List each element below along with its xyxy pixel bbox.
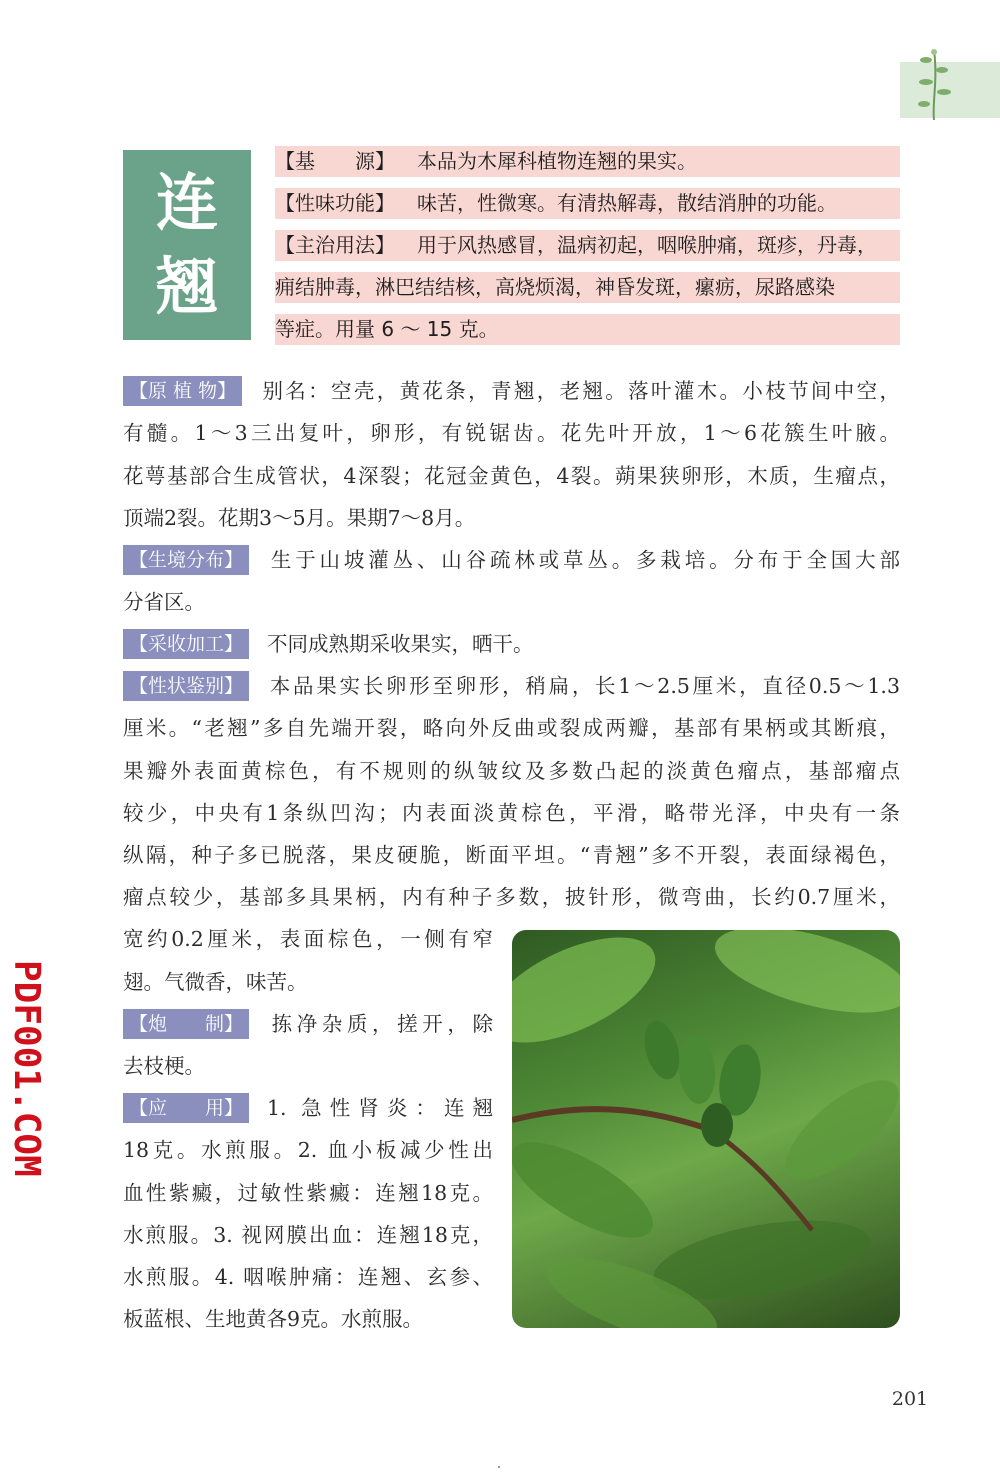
summary-tag: 【基 源】	[275, 149, 395, 173]
summary-text: 用于风热感冒，温病初起，咽喉肿痛，斑疹，丹毒，	[417, 233, 877, 257]
usage-line-6: 板蓝根、生地黄各9克。水煎服。	[123, 1307, 424, 1331]
usage-line-2: 18克。水煎服。2. 血小板减少性出	[123, 1138, 493, 1162]
photo-illustration	[512, 930, 900, 1328]
section-tag-processing: 【炮 制】	[123, 1009, 249, 1039]
summary-usage-cont: 痈结肿毒，淋巴结结核，高烧烦渴，神昏发斑，瘰疬，尿路感染	[275, 272, 900, 303]
summary-usage	[275, 230, 900, 261]
summary-properties	[275, 188, 900, 219]
page-number: 201	[891, 1388, 929, 1410]
identification-line-4: 较少，中央有1条纵凹沟；内表面淡黄棕色，平滑，略带光泽，中央有一条	[123, 801, 900, 825]
identification-line-3: 果瓣外表面黄棕色，有不规则的纵皱纹及多数凸起的淡黄色瘤点，基部瘤点	[123, 759, 900, 783]
summary-dosage: 等症。用量 6 ～ 15 克。	[275, 314, 900, 345]
usage-line-1: 【应 用】 1. 急性肾炎：连翘	[123, 1087, 493, 1129]
identification-line-5: 纵隔，种子多已脱落，果皮硬脆，断面平坦。“青翘”多不开裂，表面绿褐色，	[123, 843, 900, 867]
origin-line-4: 顶端2裂。花期3～5月。果期7～8月。	[123, 506, 476, 530]
processing-line-2: 去枝梗。	[123, 1054, 205, 1078]
origin-line-2: 有髓。1～3三出复叶，卵形，有锐锯齿。花先叶开放，1～6花簇生叶腋。	[123, 421, 900, 445]
usage-line-3: 血性紫癜，过敏性紫癜：连翘18克。	[123, 1181, 493, 1205]
section-tag-origin: 【原 植 物】	[123, 376, 242, 406]
forsythia-fruit-photo	[512, 930, 900, 1328]
origin-line-3: 花萼基部合生成管状，4深裂；花冠金黄色，4裂。蒴果狭卵形，木质，生瘤点，	[123, 464, 900, 488]
identification-line-1: 【性状鉴别】 本品果实长卵形至卵形，稍扁，长1～2.5厘米，直径0.5～1.3	[123, 665, 900, 707]
habitat-line-1: 【生境分布】 生于山坡灌丛、山谷疏林或草丛。多栽培。分布于全国大部	[123, 539, 900, 581]
corner-decoration	[900, 62, 1000, 118]
title-block	[123, 150, 251, 340]
identification-line-6: 瘤点较少，基部多具果柄，内有种子多数，披针形，微弯曲，长约0.7厘米，	[123, 885, 900, 909]
section-tag-identification: 【性状鉴别】	[123, 671, 249, 701]
usage-line-5: 水煎服。4. 咽喉肿痛：连翘、玄参、	[123, 1265, 493, 1289]
section-tag-habitat: 【生境分布】	[123, 545, 249, 575]
bottom-dot	[498, 1466, 500, 1468]
summary-text: 本品为木犀科植物连翘的果实。	[417, 149, 697, 173]
harvest-line-1: 【采收加工】 不同成熟期采收果实，晒干。	[123, 623, 900, 665]
title-char-1: 连	[155, 166, 218, 239]
processing-line-1: 【炮 制】 拣净杂质，搓开，除	[123, 1003, 493, 1045]
summary-text: 味苦，性微寒。有清热解毒，散结消肿的功能。	[417, 191, 837, 215]
watermark-text: PDF001.COM	[6, 960, 47, 1177]
identification-line-7: 宽约0.2厘米，表面棕色，一侧有窄	[123, 927, 493, 951]
identification-line-8: 翅。气微香，味苦。	[123, 970, 308, 994]
title-char-2: 翘	[155, 250, 218, 323]
section-tag-usage: 【应 用】	[123, 1093, 249, 1123]
identification-line-2: 厘米。“老翘”多自先端开裂，略向外反曲或裂成两瓣，基部有果柄或其断痕，	[123, 716, 900, 740]
summary-tag: 【性味功能】	[275, 191, 395, 215]
section-tag-harvest: 【采收加工】	[123, 629, 249, 659]
origin-line-1: 【原 植 物】 别名：空壳，黄花条，青翘，老翘。落叶灌木。小枝节间中空，	[123, 370, 900, 412]
usage-line-4: 水煎服。3. 视网膜出血：连翘18克，	[123, 1223, 493, 1247]
herb-sprig-icon	[904, 42, 964, 122]
summary-tag: 【主治用法】	[275, 233, 395, 257]
habitat-line-2: 分省区。	[123, 590, 205, 614]
summary-source	[275, 146, 900, 177]
